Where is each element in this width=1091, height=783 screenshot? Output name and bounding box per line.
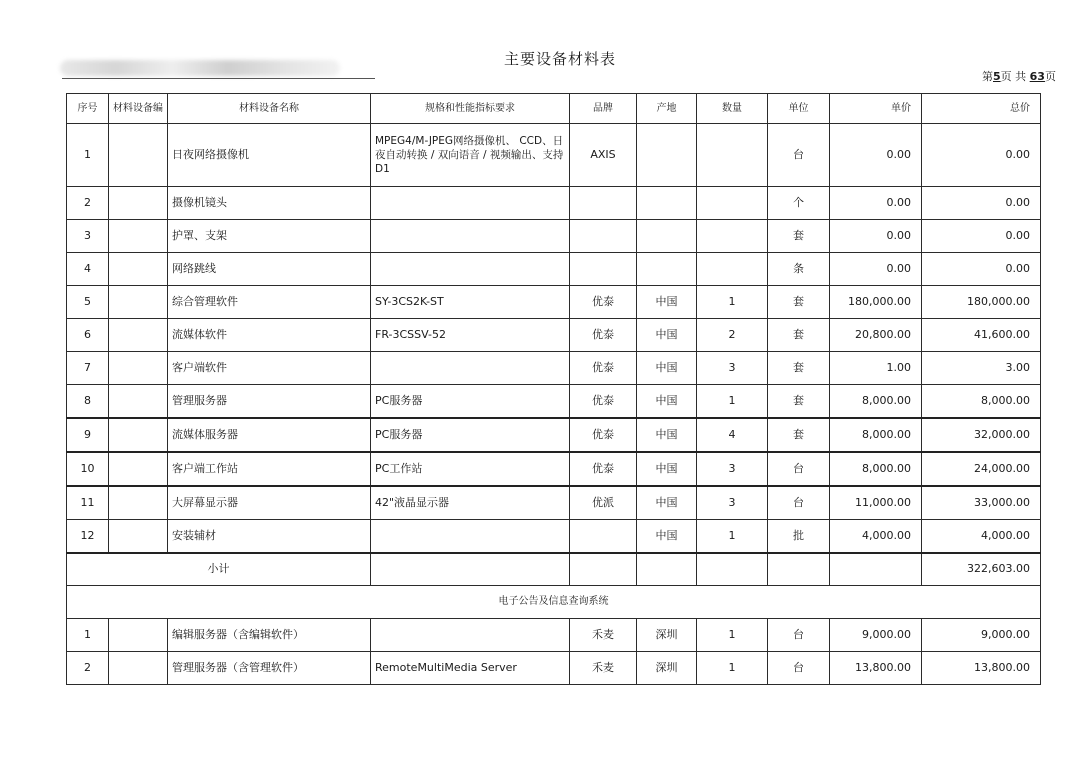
row-brand: 优泰 — [570, 286, 637, 319]
row-unit: 套 — [768, 385, 830, 419]
page-total: 63 — [1029, 70, 1045, 83]
row-origin: 中国 — [637, 385, 697, 419]
row-no: 9 — [67, 418, 109, 452]
subtotal-empty-cell — [830, 553, 922, 586]
row-qty: 3 — [697, 452, 768, 486]
row-spec — [371, 220, 570, 253]
row-code — [109, 418, 168, 452]
row-unit: 套 — [768, 319, 830, 352]
redacted-project-name — [60, 60, 340, 76]
col-header-price: 单价 — [830, 94, 922, 124]
col-header-brand: 品牌 — [570, 94, 637, 124]
row-no: 1 — [67, 619, 109, 652]
row-brand: AXIS — [570, 124, 637, 187]
table-row — [67, 253, 1041, 286]
row-total: 0.00 — [922, 124, 1041, 187]
row-code — [109, 187, 168, 220]
page-indicator — [982, 68, 1056, 84]
row-unit: 台 — [768, 652, 830, 685]
row-price: 1.00 — [830, 352, 922, 385]
row-spec: PC服务器 — [371, 385, 570, 419]
row-spec: FR-3CSSV-52 — [371, 319, 570, 352]
row-total: 8,000.00 — [922, 385, 1041, 419]
row-price: 8,000.00 — [830, 385, 922, 419]
row-unit: 套 — [768, 286, 830, 319]
row-unit: 条 — [768, 253, 830, 286]
row-code — [109, 385, 168, 419]
row-origin — [637, 124, 697, 187]
row-code — [109, 286, 168, 319]
row-no: 12 — [67, 520, 109, 554]
row-brand: 禾麦 — [570, 652, 637, 685]
row-brand: 优泰 — [570, 418, 637, 452]
row-total: 0.00 — [922, 187, 1041, 220]
row-unit: 批 — [768, 520, 830, 554]
col-header-no: 序号 — [67, 94, 109, 124]
table-row — [67, 319, 1041, 352]
row-name: 流媒体软件 — [168, 319, 371, 352]
row-unit: 套 — [768, 418, 830, 452]
row-code — [109, 619, 168, 652]
table-header-row — [67, 94, 1041, 124]
row-price: 4,000.00 — [830, 520, 922, 554]
row-name: 客户端工作站 — [168, 452, 371, 486]
row-origin: 中国 — [637, 286, 697, 319]
row-origin: 中国 — [637, 520, 697, 554]
row-brand — [570, 220, 637, 253]
table-row — [67, 619, 1041, 652]
row-price: 180,000.00 — [830, 286, 922, 319]
table-row — [67, 418, 1041, 452]
row-qty: 1 — [697, 619, 768, 652]
row-unit: 个 — [768, 187, 830, 220]
row-no: 4 — [67, 253, 109, 286]
row-no: 11 — [67, 486, 109, 520]
row-total: 33,000.00 — [922, 486, 1041, 520]
row-price: 0.00 — [830, 253, 922, 286]
row-brand: 优泰 — [570, 452, 637, 486]
row-no: 8 — [67, 385, 109, 419]
row-spec — [371, 352, 570, 385]
col-header-unit: 单位 — [768, 94, 830, 124]
row-brand: 优泰 — [570, 352, 637, 385]
row-total: 4,000.00 — [922, 520, 1041, 554]
row-qty — [697, 253, 768, 286]
row-price: 0.00 — [830, 187, 922, 220]
materials-table — [66, 93, 1041, 685]
row-code — [109, 486, 168, 520]
row-name: 综合管理软件 — [168, 286, 371, 319]
row-qty: 3 — [697, 352, 768, 385]
subtotal-empty-cell — [768, 553, 830, 586]
row-brand: 优泰 — [570, 319, 637, 352]
row-total: 13,800.00 — [922, 652, 1041, 685]
document-title: 主要设备材料表 — [503, 50, 616, 68]
row-price: 13,800.00 — [830, 652, 922, 685]
row-name: 摄像机镜头 — [168, 187, 371, 220]
row-no: 2 — [67, 652, 109, 685]
row-origin: 深圳 — [637, 652, 697, 685]
row-unit: 台 — [768, 486, 830, 520]
col-header-origin: 产地 — [637, 94, 697, 124]
row-code — [109, 220, 168, 253]
row-qty: 2 — [697, 319, 768, 352]
row-origin: 中国 — [637, 352, 697, 385]
row-total: 41,600.00 — [922, 319, 1041, 352]
row-code — [109, 319, 168, 352]
table-row — [67, 124, 1041, 187]
row-code — [109, 352, 168, 385]
row-brand — [570, 253, 637, 286]
row-brand: 优派 — [570, 486, 637, 520]
subtotal-value: 322,603.00 — [922, 553, 1041, 586]
row-brand: 优泰 — [570, 385, 637, 419]
row-total: 0.00 — [922, 220, 1041, 253]
row-code — [109, 253, 168, 286]
row-spec: SY-3CS2K-ST — [371, 286, 570, 319]
row-brand — [570, 187, 637, 220]
row-total: 9,000.00 — [922, 619, 1041, 652]
row-no: 3 — [67, 220, 109, 253]
table-row — [67, 187, 1041, 220]
row-origin — [637, 187, 697, 220]
row-qty — [697, 220, 768, 253]
row-code — [109, 652, 168, 685]
subtotal-row — [67, 553, 1041, 586]
row-spec: PC工作站 — [371, 452, 570, 486]
subtotal-label: 小计 — [67, 553, 371, 586]
table-row — [67, 520, 1041, 554]
row-name: 网络跳线 — [168, 253, 371, 286]
col-header-name: 材料设备名称 — [168, 94, 371, 124]
row-no: 10 — [67, 452, 109, 486]
row-total: 0.00 — [922, 253, 1041, 286]
row-brand: 禾麦 — [570, 619, 637, 652]
table-row — [67, 352, 1041, 385]
row-price: 8,000.00 — [830, 418, 922, 452]
row-name: 护罩、支架 — [168, 220, 371, 253]
row-qty — [697, 124, 768, 187]
row-origin: 中国 — [637, 418, 697, 452]
row-spec — [371, 253, 570, 286]
subtotal-empty-cell — [637, 553, 697, 586]
row-origin — [637, 220, 697, 253]
row-unit: 套 — [768, 220, 830, 253]
page-current: 5 — [993, 70, 1001, 83]
row-name: 客户端软件 — [168, 352, 371, 385]
row-origin: 中国 — [637, 319, 697, 352]
row-total: 180,000.00 — [922, 286, 1041, 319]
row-unit: 台 — [768, 452, 830, 486]
table-row — [67, 486, 1041, 520]
col-header-code: 材料设备编 — [109, 94, 168, 124]
page-label-mid: 页 共 — [1000, 70, 1027, 83]
row-name: 大屏幕显示器 — [168, 486, 371, 520]
row-spec — [371, 520, 570, 554]
row-code — [109, 124, 168, 187]
row-no: 2 — [67, 187, 109, 220]
row-origin: 中国 — [637, 452, 697, 486]
row-qty: 1 — [697, 286, 768, 319]
section-header-row — [67, 586, 1041, 619]
row-name: 日夜网络摄像机 — [168, 124, 371, 187]
row-price: 11,000.00 — [830, 486, 922, 520]
subtotal-empty-cell — [371, 553, 570, 586]
row-code — [109, 452, 168, 486]
row-no: 7 — [67, 352, 109, 385]
row-brand — [570, 520, 637, 554]
row-qty: 1 — [697, 385, 768, 419]
row-code — [109, 520, 168, 554]
page-label-suffix: 页 — [1044, 70, 1056, 83]
row-name: 流媒体服务器 — [168, 418, 371, 452]
row-origin — [637, 253, 697, 286]
row-unit: 套 — [768, 352, 830, 385]
row-price: 9,000.00 — [830, 619, 922, 652]
table-row — [67, 385, 1041, 419]
row-name: 编辑服务器（含编辑软件） — [168, 619, 371, 652]
col-header-total: 总价 — [922, 94, 1041, 124]
row-total: 24,000.00 — [922, 452, 1041, 486]
section-title: 电子公告及信息查询系统 — [67, 586, 1041, 619]
row-spec — [371, 187, 570, 220]
row-price: 0.00 — [830, 220, 922, 253]
row-qty: 3 — [697, 486, 768, 520]
row-price: 8,000.00 — [830, 452, 922, 486]
row-spec — [371, 619, 570, 652]
row-spec: 42"液晶显示器 — [371, 486, 570, 520]
row-price: 0.00 — [830, 124, 922, 187]
page-label-prefix: 第 — [982, 70, 993, 83]
row-qty: 1 — [697, 652, 768, 685]
table-row — [67, 452, 1041, 486]
row-no: 1 — [67, 124, 109, 187]
row-name: 安装辅材 — [168, 520, 371, 554]
row-total: 3.00 — [922, 352, 1041, 385]
table-row — [67, 220, 1041, 253]
col-header-qty: 数量 — [697, 94, 768, 124]
row-origin: 深圳 — [637, 619, 697, 652]
row-no: 5 — [67, 286, 109, 319]
subtotal-empty-cell — [570, 553, 637, 586]
col-header-spec: 规格和性能指标要求 — [371, 94, 570, 124]
table-row — [67, 652, 1041, 685]
row-spec: RemoteMultiMedia Server — [371, 652, 570, 685]
row-no: 6 — [67, 319, 109, 352]
row-name: 管理服务器（含管理软件） — [168, 652, 371, 685]
row-name: 管理服务器 — [168, 385, 371, 419]
row-spec: MPEG4/M-JPEG网络摄像机、 CCD、日夜自动转换 / 双向语音 / 视频输出、支持 D1 — [371, 124, 570, 187]
row-price: 20,800.00 — [830, 319, 922, 352]
row-unit: 台 — [768, 124, 830, 187]
row-spec: PC服务器 — [371, 418, 570, 452]
row-qty: 1 — [697, 520, 768, 554]
row-origin: 中国 — [637, 486, 697, 520]
row-qty — [697, 187, 768, 220]
row-unit: 台 — [768, 619, 830, 652]
subtotal-empty-cell — [697, 553, 768, 586]
project-name-underline — [62, 78, 375, 79]
table-row — [67, 286, 1041, 319]
row-qty: 4 — [697, 418, 768, 452]
row-total: 32,000.00 — [922, 418, 1041, 452]
